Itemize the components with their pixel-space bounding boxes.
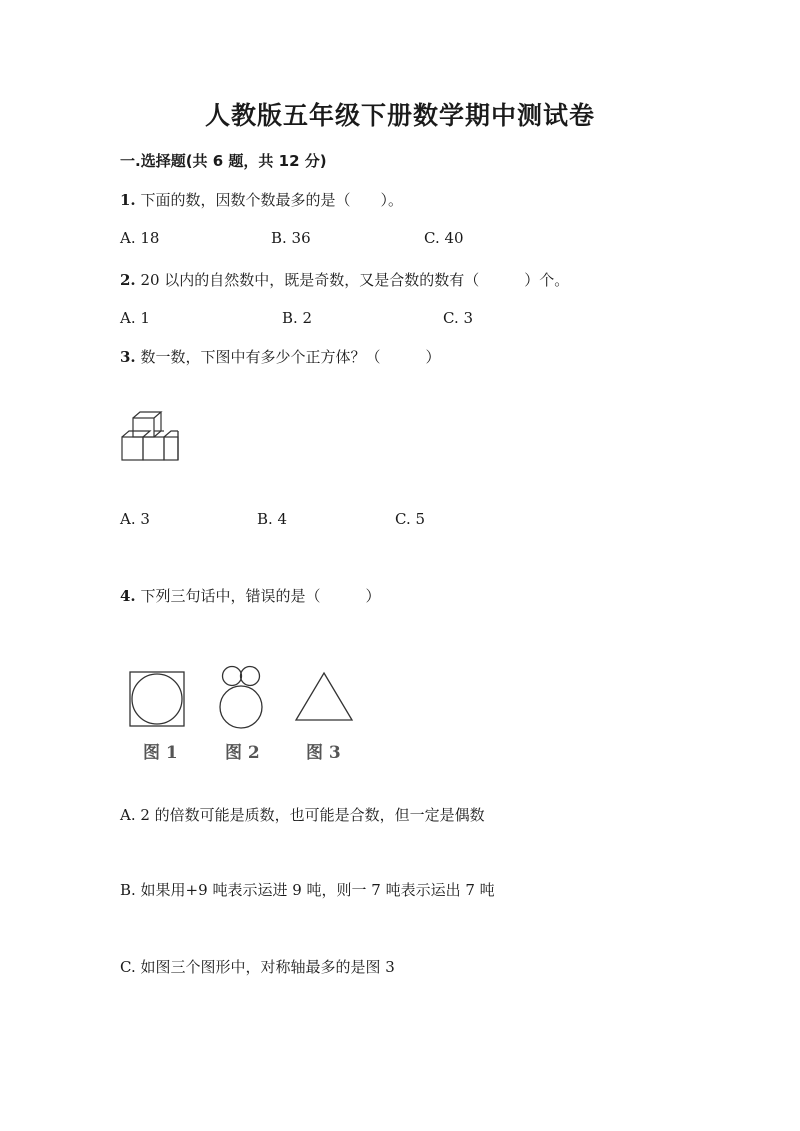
option-4a: A. 2 的倍数可能是质数，也可能是合数，但一定是偶数 [120,806,485,824]
option-4b: B. 如果用+9 吨表示运进 9 吨，则一 7 吨表示运出 7 吨 [120,881,495,899]
option-4c: C. 如图三个图形中，对称轴最多的是图 3 [120,958,395,976]
option-2b: B. 2 [282,309,313,327]
question-text: 下列三句话中，错误的是（ ） [140,587,381,605]
question-text: 下面的数，因数个数最多的是（ ）。 [140,191,403,209]
figure-2-label: 图 2 [225,743,260,763]
option-1a: A. 18 [120,229,160,247]
option-2c: C. 3 [443,309,474,327]
option-1b: B. 36 [271,229,311,247]
figure-1-label: 图 1 [143,743,178,763]
figure-3-triangle [293,670,355,724]
figure-2-circles [216,664,268,732]
question-number: 4. [120,587,136,605]
figure-3-label: 图 3 [306,743,341,763]
option-1c: C. 40 [424,229,464,247]
question-4 [120,585,380,606]
page-title: 人教版五年级下册数学期中测试卷 [204,101,595,130]
question-number: 2. [120,271,136,289]
question-text: 20 以内的自然数中，既是奇数，又是合数的数有（ ）个。 [140,271,570,289]
question-text: 数一数，下图中有多少个正方体？（ ） [140,348,441,366]
question-2 [120,269,569,290]
option-3b: B. 4 [257,510,288,528]
section-heading: 一.选择题(共 6 题，共 12 分) [120,152,327,170]
option-3a: A. 3 [120,510,150,528]
question-number: 3. [120,348,136,366]
question-1 [120,189,403,210]
question-3 [120,346,440,367]
question-number: 1. [120,191,136,209]
cubes-figure [118,408,184,466]
figure-1-square-circle [128,670,186,728]
option-3c: C. 5 [395,510,426,528]
option-2a: A. 1 [120,309,150,327]
